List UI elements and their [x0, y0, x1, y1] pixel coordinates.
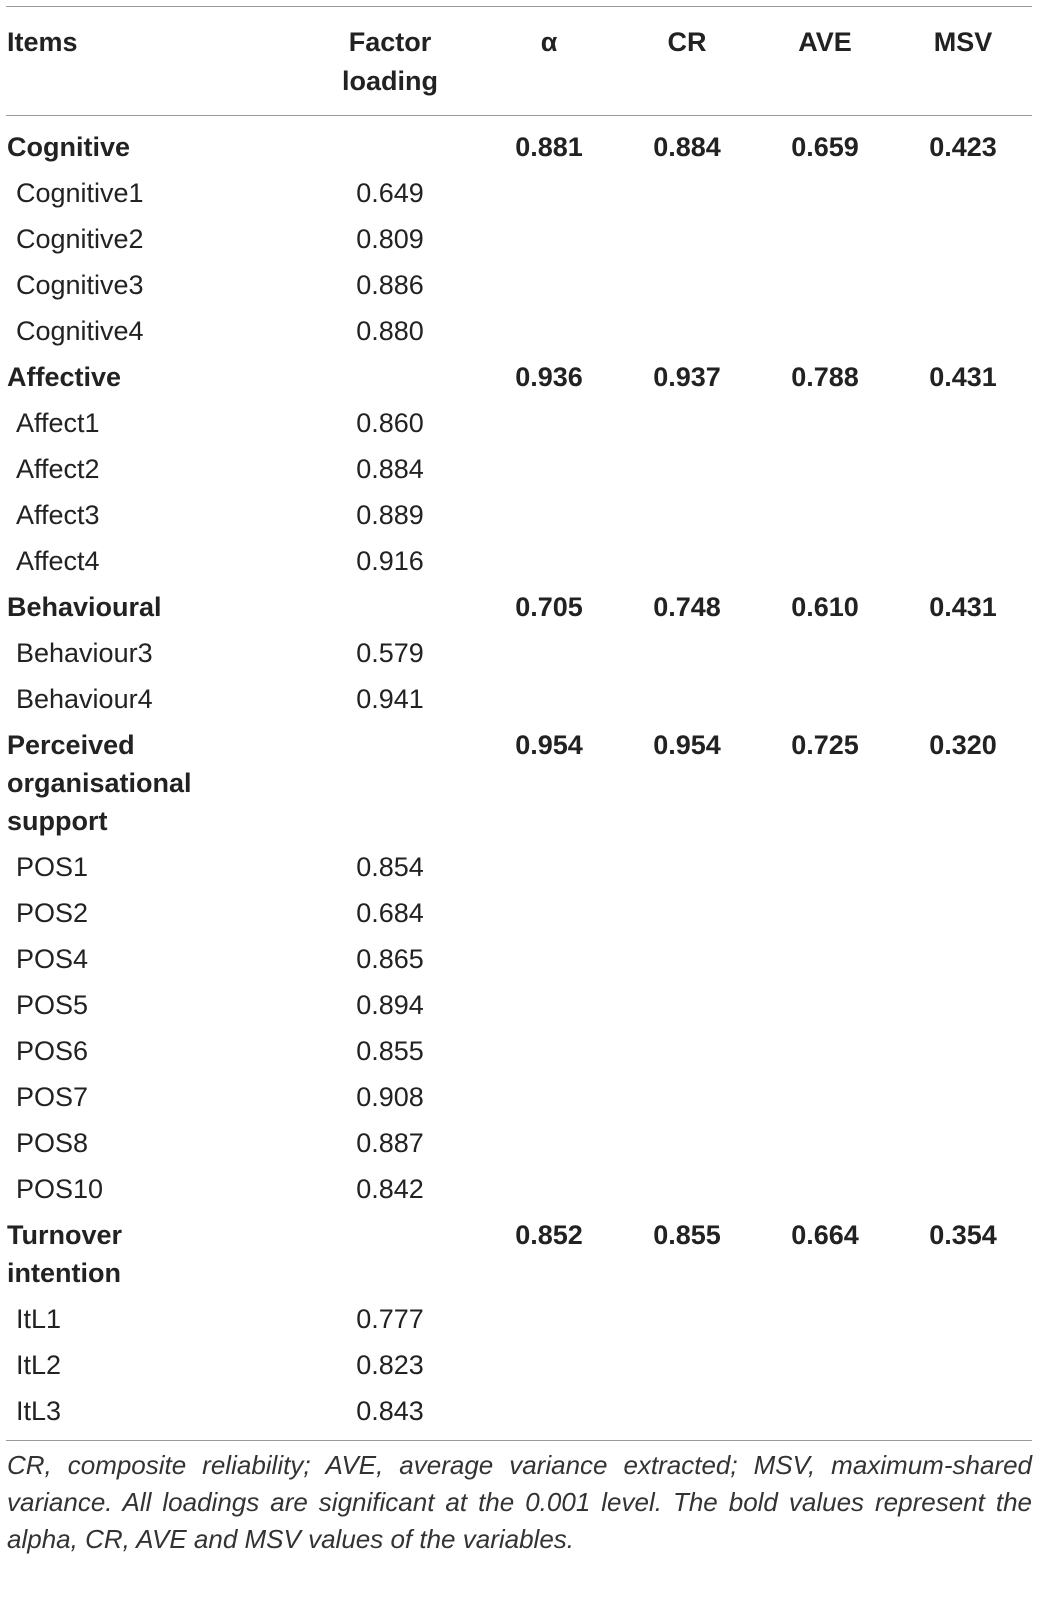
item-loading: 0.855	[356, 1036, 424, 1066]
header-cr: CR	[667, 27, 707, 57]
empty-cell	[480, 1388, 618, 1440]
empty-cell	[756, 1388, 894, 1440]
item-loading: 0.884	[356, 454, 424, 484]
item-row	[6, 1120, 1032, 1166]
item-name: Cognitive4	[16, 316, 144, 346]
item-name: Affect1	[16, 408, 100, 438]
empty-cell	[894, 538, 1032, 584]
item-name: POS2	[16, 898, 89, 928]
group-cr: 0.855	[653, 1220, 721, 1250]
empty-cell	[894, 676, 1032, 722]
group-cr: 0.954	[653, 730, 721, 760]
item-row	[6, 1296, 1032, 1342]
group-alpha: 0.936	[515, 362, 583, 392]
group-row	[6, 354, 1032, 400]
header-alpha: α	[540, 27, 558, 57]
item-loading: 0.809	[356, 224, 424, 254]
group-alpha: 0.852	[515, 1220, 583, 1250]
empty-cell	[756, 308, 894, 354]
empty-cell	[618, 1296, 756, 1342]
item-row	[6, 1388, 1032, 1440]
empty-cell	[894, 1120, 1032, 1166]
group-ave: 0.725	[791, 730, 859, 760]
item-loading: 0.777	[356, 1304, 424, 1334]
empty-cell	[618, 1074, 756, 1120]
item-name: POS5	[16, 990, 89, 1020]
empty-cell	[618, 1166, 756, 1212]
empty-cell	[894, 216, 1032, 262]
empty-cell	[480, 1028, 618, 1074]
empty-cell	[618, 630, 756, 676]
item-loading: 0.865	[356, 944, 424, 974]
empty-cell	[894, 936, 1032, 982]
header-factor-loading-text: Factor loading	[342, 27, 438, 96]
empty-cell	[618, 844, 756, 890]
empty-cell	[480, 308, 618, 354]
item-name: POS7	[16, 1082, 89, 1112]
empty-cell	[480, 216, 618, 262]
group-msv: 0.431	[929, 362, 997, 392]
empty-cell	[618, 262, 756, 308]
empty-cell	[756, 1120, 894, 1166]
table-container	[6, 6, 1032, 1558]
group-ave: 0.788	[791, 362, 859, 392]
empty-cell	[480, 492, 618, 538]
empty-cell	[894, 1028, 1032, 1074]
empty-cell	[480, 262, 618, 308]
empty-cell	[756, 890, 894, 936]
group-msv: 0.423	[929, 132, 997, 162]
empty-cell	[618, 1388, 756, 1440]
empty-cell	[480, 936, 618, 982]
empty-cell	[480, 1342, 618, 1388]
empty-cell	[618, 308, 756, 354]
empty-cell	[618, 890, 756, 936]
item-row	[6, 400, 1032, 446]
item-name: Cognitive2	[16, 224, 144, 254]
item-row	[6, 676, 1032, 722]
item-loading: 0.842	[356, 1174, 424, 1204]
group-loading-empty	[300, 116, 480, 171]
item-row	[6, 216, 1032, 262]
empty-cell	[480, 446, 618, 492]
item-loading: 0.889	[356, 500, 424, 530]
group-name: Perceived organisational support	[7, 730, 192, 836]
group-loading-empty	[300, 584, 480, 630]
group-row	[6, 116, 1032, 171]
empty-cell	[756, 1296, 894, 1342]
header-ave: AVE	[798, 27, 852, 57]
item-row	[6, 890, 1032, 936]
table-body	[6, 116, 1032, 1441]
group-loading-empty	[300, 1212, 480, 1296]
item-loading: 0.649	[356, 178, 424, 208]
item-row	[6, 308, 1032, 354]
group-loading-empty	[300, 354, 480, 400]
group-name: Cognitive	[7, 132, 131, 162]
group-alpha: 0.705	[515, 592, 583, 622]
empty-cell	[894, 630, 1032, 676]
item-row	[6, 1166, 1032, 1212]
item-name: POS6	[16, 1036, 89, 1066]
group-cr: 0.748	[653, 592, 721, 622]
empty-cell	[756, 262, 894, 308]
group-ave: 0.659	[791, 132, 859, 162]
measurement-table	[6, 6, 1032, 1440]
empty-cell	[480, 400, 618, 446]
empty-cell	[894, 890, 1032, 936]
item-name: Affect2	[16, 454, 100, 484]
item-loading: 0.860	[356, 408, 424, 438]
item-row	[6, 262, 1032, 308]
item-name: Affect3	[16, 500, 100, 530]
empty-cell	[894, 446, 1032, 492]
item-row	[6, 170, 1032, 216]
empty-cell	[480, 982, 618, 1028]
empty-cell	[756, 170, 894, 216]
empty-cell	[618, 1342, 756, 1388]
empty-cell	[618, 216, 756, 262]
table-footnote: CR, composite reliability; AVE, average variance extracted; MSV, maximum-shared variance. All loadings are significant at the 0.001 level. The bold values represent the alpha, CR, AVE and MSV values of the variables.	[6, 1440, 1032, 1558]
group-msv: 0.320	[929, 730, 997, 760]
group-alpha: 0.881	[515, 132, 583, 162]
item-name: POS8	[16, 1128, 89, 1158]
empty-cell	[618, 400, 756, 446]
empty-cell	[894, 400, 1032, 446]
empty-cell	[618, 1120, 756, 1166]
group-row	[6, 722, 1032, 844]
empty-cell	[894, 492, 1032, 538]
header-factor-loading	[300, 7, 480, 116]
item-loading: 0.916	[356, 546, 424, 576]
empty-cell	[894, 982, 1032, 1028]
item-loading: 0.843	[356, 1396, 424, 1426]
group-alpha: 0.954	[515, 730, 583, 760]
empty-cell	[756, 1028, 894, 1074]
empty-cell	[618, 676, 756, 722]
item-loading: 0.887	[356, 1128, 424, 1158]
item-row	[6, 982, 1032, 1028]
group-name: Behavioural	[7, 592, 162, 622]
item-row	[6, 936, 1032, 982]
item-loading: 0.894	[356, 990, 424, 1020]
item-loading: 0.823	[356, 1350, 424, 1380]
item-name: POS4	[16, 944, 89, 974]
empty-cell	[756, 446, 894, 492]
item-loading: 0.579	[356, 638, 424, 668]
item-name: Behaviour4	[16, 684, 153, 714]
empty-cell	[480, 538, 618, 584]
empty-cell	[618, 170, 756, 216]
item-loading: 0.684	[356, 898, 424, 928]
header-row	[6, 7, 1032, 116]
group-msv: 0.431	[929, 592, 997, 622]
group-ave: 0.610	[791, 592, 859, 622]
empty-cell	[618, 538, 756, 584]
empty-cell	[618, 492, 756, 538]
header-items: Items	[7, 27, 78, 57]
empty-cell	[894, 1388, 1032, 1440]
empty-cell	[756, 982, 894, 1028]
empty-cell	[894, 170, 1032, 216]
empty-cell	[756, 1342, 894, 1388]
empty-cell	[480, 1120, 618, 1166]
item-row	[6, 1074, 1032, 1120]
item-loading: 0.854	[356, 852, 424, 882]
empty-cell	[894, 1342, 1032, 1388]
item-row	[6, 538, 1032, 584]
empty-cell	[756, 400, 894, 446]
item-row	[6, 1028, 1032, 1074]
header-msv: MSV	[933, 27, 993, 57]
item-row	[6, 844, 1032, 890]
empty-cell	[894, 844, 1032, 890]
item-name: Cognitive3	[16, 270, 144, 300]
empty-cell	[618, 446, 756, 492]
empty-cell	[756, 676, 894, 722]
item-loading: 0.908	[356, 1082, 424, 1112]
empty-cell	[480, 170, 618, 216]
empty-cell	[756, 1074, 894, 1120]
item-name: ItL2	[16, 1350, 62, 1380]
empty-cell	[480, 1074, 618, 1120]
item-name: Affect4	[16, 546, 100, 576]
item-loading: 0.880	[356, 316, 424, 346]
item-name: POS1	[16, 852, 89, 882]
empty-cell	[480, 844, 618, 890]
empty-cell	[894, 1166, 1032, 1212]
item-name: ItL1	[16, 1304, 62, 1334]
empty-cell	[618, 936, 756, 982]
empty-cell	[756, 538, 894, 584]
empty-cell	[756, 936, 894, 982]
item-loading: 0.941	[356, 684, 424, 714]
item-name: POS10	[16, 1174, 104, 1204]
item-row	[6, 630, 1032, 676]
group-name: Turnover intention	[7, 1220, 123, 1288]
empty-cell	[894, 1074, 1032, 1120]
group-cr: 0.884	[653, 132, 721, 162]
group-name: Affective	[7, 362, 122, 392]
group-row	[6, 1212, 1032, 1296]
group-loading-empty	[300, 722, 480, 844]
group-cr: 0.937	[653, 362, 721, 392]
empty-cell	[894, 308, 1032, 354]
empty-cell	[894, 262, 1032, 308]
item-row	[6, 492, 1032, 538]
empty-cell	[756, 630, 894, 676]
item-loading: 0.886	[356, 270, 424, 300]
empty-cell	[480, 1296, 618, 1342]
item-row	[6, 446, 1032, 492]
group-row	[6, 584, 1032, 630]
empty-cell	[756, 844, 894, 890]
empty-cell	[756, 1166, 894, 1212]
group-msv: 0.354	[929, 1220, 997, 1250]
item-name: ItL3	[16, 1396, 62, 1426]
empty-cell	[756, 216, 894, 262]
empty-cell	[480, 890, 618, 936]
empty-cell	[480, 630, 618, 676]
empty-cell	[618, 982, 756, 1028]
group-ave: 0.664	[791, 1220, 859, 1250]
empty-cell	[756, 492, 894, 538]
empty-cell	[480, 1166, 618, 1212]
empty-cell	[618, 1028, 756, 1074]
item-name: Behaviour3	[16, 638, 153, 668]
item-row	[6, 1342, 1032, 1388]
empty-cell	[894, 1296, 1032, 1342]
empty-cell	[480, 676, 618, 722]
item-name: Cognitive1	[16, 178, 144, 208]
